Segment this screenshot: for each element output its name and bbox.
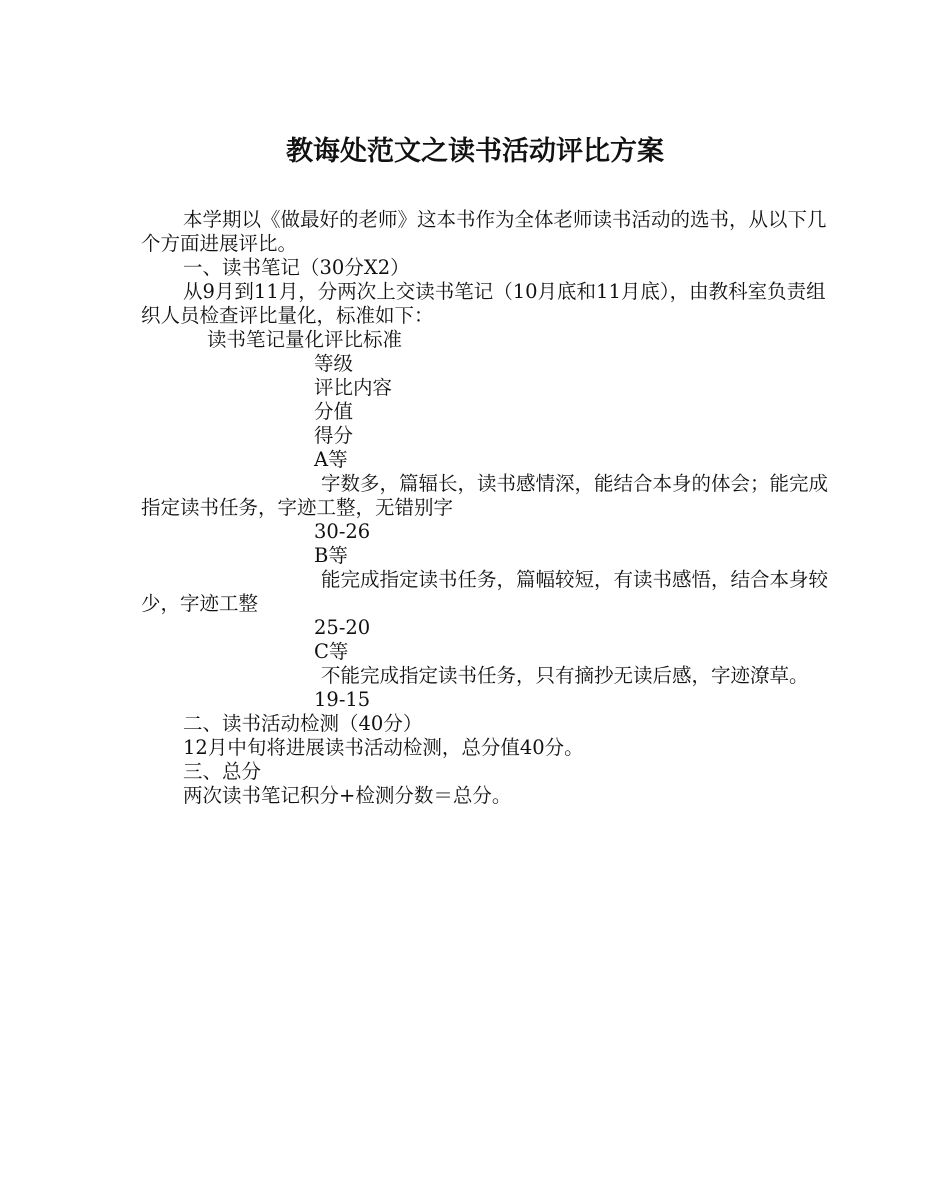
- table-row-a-score: 30-26: [314, 520, 371, 543]
- table-header-result: 得分: [314, 424, 354, 447]
- table-header-grade: 等级: [314, 352, 354, 375]
- score-table: [141, 352, 831, 712]
- table-row-c-content: 不能完成指定读书任务，只有摘抄无读后感，字迹潦草。: [321, 664, 809, 687]
- table-row-b-grade: B等: [314, 544, 348, 567]
- section1-text: 从9月到11月，分两次上交读书笔记（10月底和11月底），由教科室负责组织人员检查评比量化，标准如下：: [141, 280, 826, 327]
- section3-heading: 三、总分: [183, 760, 262, 783]
- section2-heading: 二、读书活动检测（40分）: [183, 712, 423, 735]
- document-body: [141, 208, 831, 808]
- table-row-c-score: 19-15: [314, 688, 371, 711]
- table-header-content: 评比内容: [314, 376, 393, 399]
- section1-heading: 一、读书笔记（30分X2）: [183, 256, 410, 279]
- table-row-c-grade: C等: [314, 640, 349, 663]
- table-title: 读书笔记量化评比标准: [207, 328, 403, 351]
- table-header-score: 分值: [314, 400, 354, 423]
- document-title: 教诲处范文之读书活动评比方案: [286, 136, 664, 167]
- section2-text: 12月中旬将进展读书活动检测，总分值40分。: [183, 736, 584, 759]
- table-row-b-content: 能完成指定读书任务，篇幅较短，有读书感悟，结合本身较少，字迹工整: [141, 568, 829, 615]
- table-row-b-score: 25-20: [314, 616, 371, 639]
- section3-text: 两次读书笔记积分+检测分数＝总分。: [183, 784, 512, 807]
- table-row-a-content: 字数多，篇辐长，读书感情深，能结合本身的体会；能完成指定读书任务，字迹工整，无错别字: [141, 472, 829, 519]
- intro-paragraph: 本学期以《做最好的老师》这本书作为全体老师读书活动的选书，从以下几个方面进展评比。: [141, 208, 827, 255]
- table-row-a-grade: A等: [314, 448, 348, 471]
